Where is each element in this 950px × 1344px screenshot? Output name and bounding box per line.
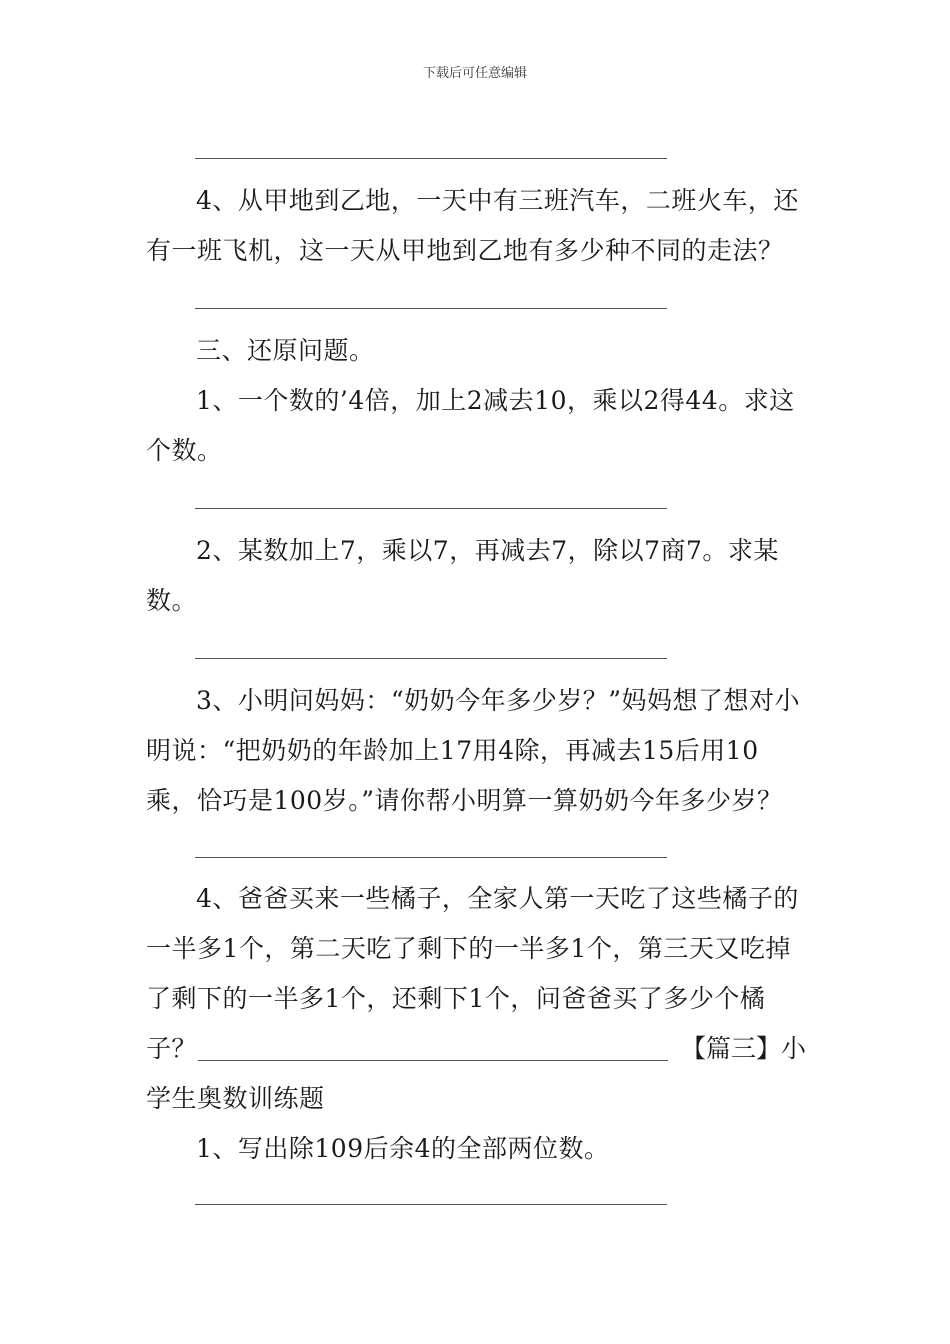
part-title-text: 学生奥数训练题 (146, 1084, 325, 1113)
question-3-2 (146, 526, 806, 626)
answer-line (195, 658, 667, 659)
answer-line (195, 1204, 667, 1205)
answer-line (195, 508, 667, 509)
section-3-title (146, 326, 806, 376)
answer-line (195, 857, 667, 858)
question-text: 2、某数加上7，乘以7，再减去7，除以7商7。求某数。 (146, 536, 779, 615)
question-text: 1、写出除109后余4的全部两位数。 (196, 1134, 610, 1163)
section-title-text: 三、还原问题。 (196, 336, 375, 365)
question-text: 3、小明问妈妈：“奶奶今年多少岁？”妈妈想了想对小明说：“把奶奶的年龄加上17用4除，再减去15后用10乘，恰巧是100岁。”请你帮小明算一算奶奶今年多少岁？ (146, 686, 800, 815)
answer-line (198, 1060, 668, 1061)
part-3-title-end (146, 1074, 806, 1124)
question-3-1 (146, 376, 806, 476)
part-3-title-row (146, 1024, 806, 1074)
question-text: 1、一个数的’4倍，加上2减去10，乘以2得44。求这个数。 (146, 386, 795, 465)
question-text: 4、从甲地到乙地，一天中有三班汽车，二班火车，还有一班飞机，这一天从甲地到乙地有多少种不同的走法？ (146, 186, 799, 265)
question-2-4 (146, 176, 806, 276)
part-3-title-start: 【篇三】小 (680, 1034, 806, 1063)
question-text: 4、爸爸买来一些橘子，全家人第一天吃了这些橘子的一半多1个，第二天吃了剩下的一半多1个，第三天又吃掉了剩下的一半多1个，还剩下1个，问爸爸买了多少个橘子？ (146, 884, 799, 1063)
part-3-question-1 (146, 1124, 806, 1174)
question-3-3 (146, 676, 806, 826)
answer-line (195, 308, 667, 309)
answer-line (195, 158, 667, 159)
page-header: 下载后可任意编辑 (422, 66, 527, 81)
